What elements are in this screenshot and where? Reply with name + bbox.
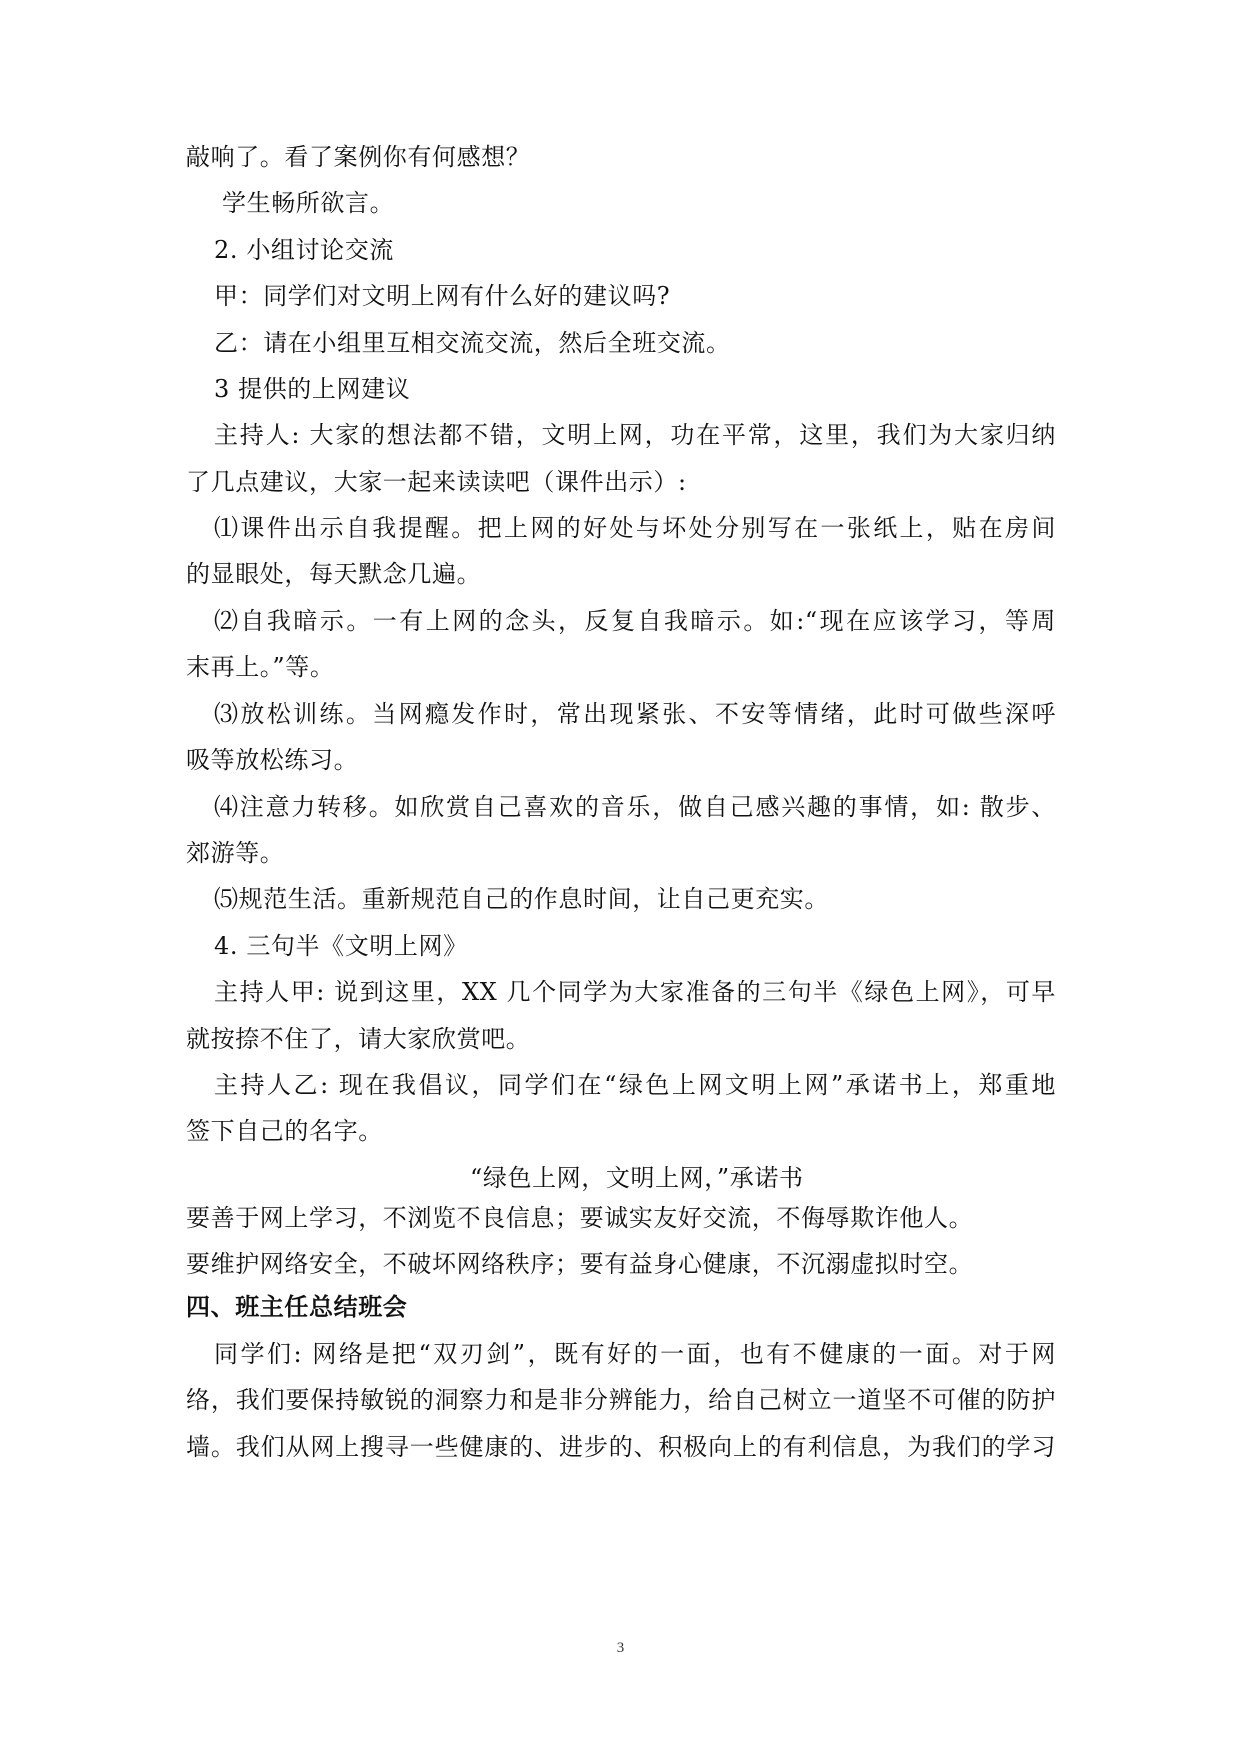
section-heading: 四、班主任总结班会 [186,1293,408,1321]
text-line: 4. 三句半《文明上网》 [214,932,468,960]
text-line: 签下自己的名字。 [186,1117,383,1145]
text-line: 络，我们要保持敏锐的洞察力和是非分辨能力，给自己树立一道坚不可催的防护 [186,1386,1056,1414]
text-line: 要维护网络安全，不破坏网络秩序；要有益身心健康，不沉溺虚拟时空。 [186,1250,974,1278]
text-line: 墙。我们从网上搜寻一些健康的、进步的、积极向上的有利信息，为我们的学习 [186,1433,1056,1461]
text-line: ⑴课件出示自我提醒。把上网的好处与坏处分别写在一张纸上，贴在房间 [214,514,1056,542]
text-line: 主持人乙: 现在我倡议，同学们在“绿色上网文明上网”承诺书上，郑重地 [214,1071,1056,1099]
text-line: 了几点建议，大家一起来读读吧（课件出示）: [186,468,687,496]
text-line: 吸等放松练习。 [186,746,359,774]
text-line: 的显眼处，每天默念几遍。 [186,560,482,588]
text-line: 学生畅所欲言。 [222,189,395,217]
page-number: 3 [616,1640,625,1656]
text-line: 3 提供的上网建议 [214,375,411,403]
text-line: 乙：请在小组里互相交流交流，然后全班交流。 [214,329,731,357]
text-line: 就按捺不住了，请大家欣赏吧。 [186,1025,531,1053]
text-line: 同学们: 网络是把“双刃剑”，既有好的一面，也有不健康的一面。对于网 [214,1340,1056,1368]
text-line: ⑸规范生活。重新规范自己的作息时间，让自己更充实。 [214,885,829,913]
text-line: 甲：同学们对文明上网有什么好的建议吗? [214,282,671,310]
text-line: 郊游等。 [186,839,285,867]
text-line: 主持人甲: 说到这里，XX 几个同学为大家准备的三句半《绿色上网》，可早 [214,978,1056,1006]
text-line: 要善于网上学习，不浏览不良信息；要诚实友好交流，不侮辱欺诈他人。 [186,1204,974,1232]
text-line: 敲响了。看了案例你有何感想？ [186,143,531,171]
text-line: 主持人: 大家的想法都不错，文明上网，功在平常，这里，我们为大家归纳 [214,421,1056,449]
text-line: 2. 小组讨论交流 [214,236,394,264]
text-line: ⑶放松训练。当网瘾发作时，常出现紧张、不安等情绪，此时可做些深呼 [214,700,1056,728]
commitment-title: “绿色上网，文明上网，”承诺书 [470,1164,804,1192]
text-line: 末再上。”等。 [186,653,335,681]
text-line: ⑷注意力转移。如欣赏自己喜欢的音乐，做自己感兴趣的事情，如: 散步、 [214,793,1056,821]
text-line: ⑵自我暗示。一有上网的念头，反复自我暗示。如:“现在应该学习，等周 [214,607,1056,635]
